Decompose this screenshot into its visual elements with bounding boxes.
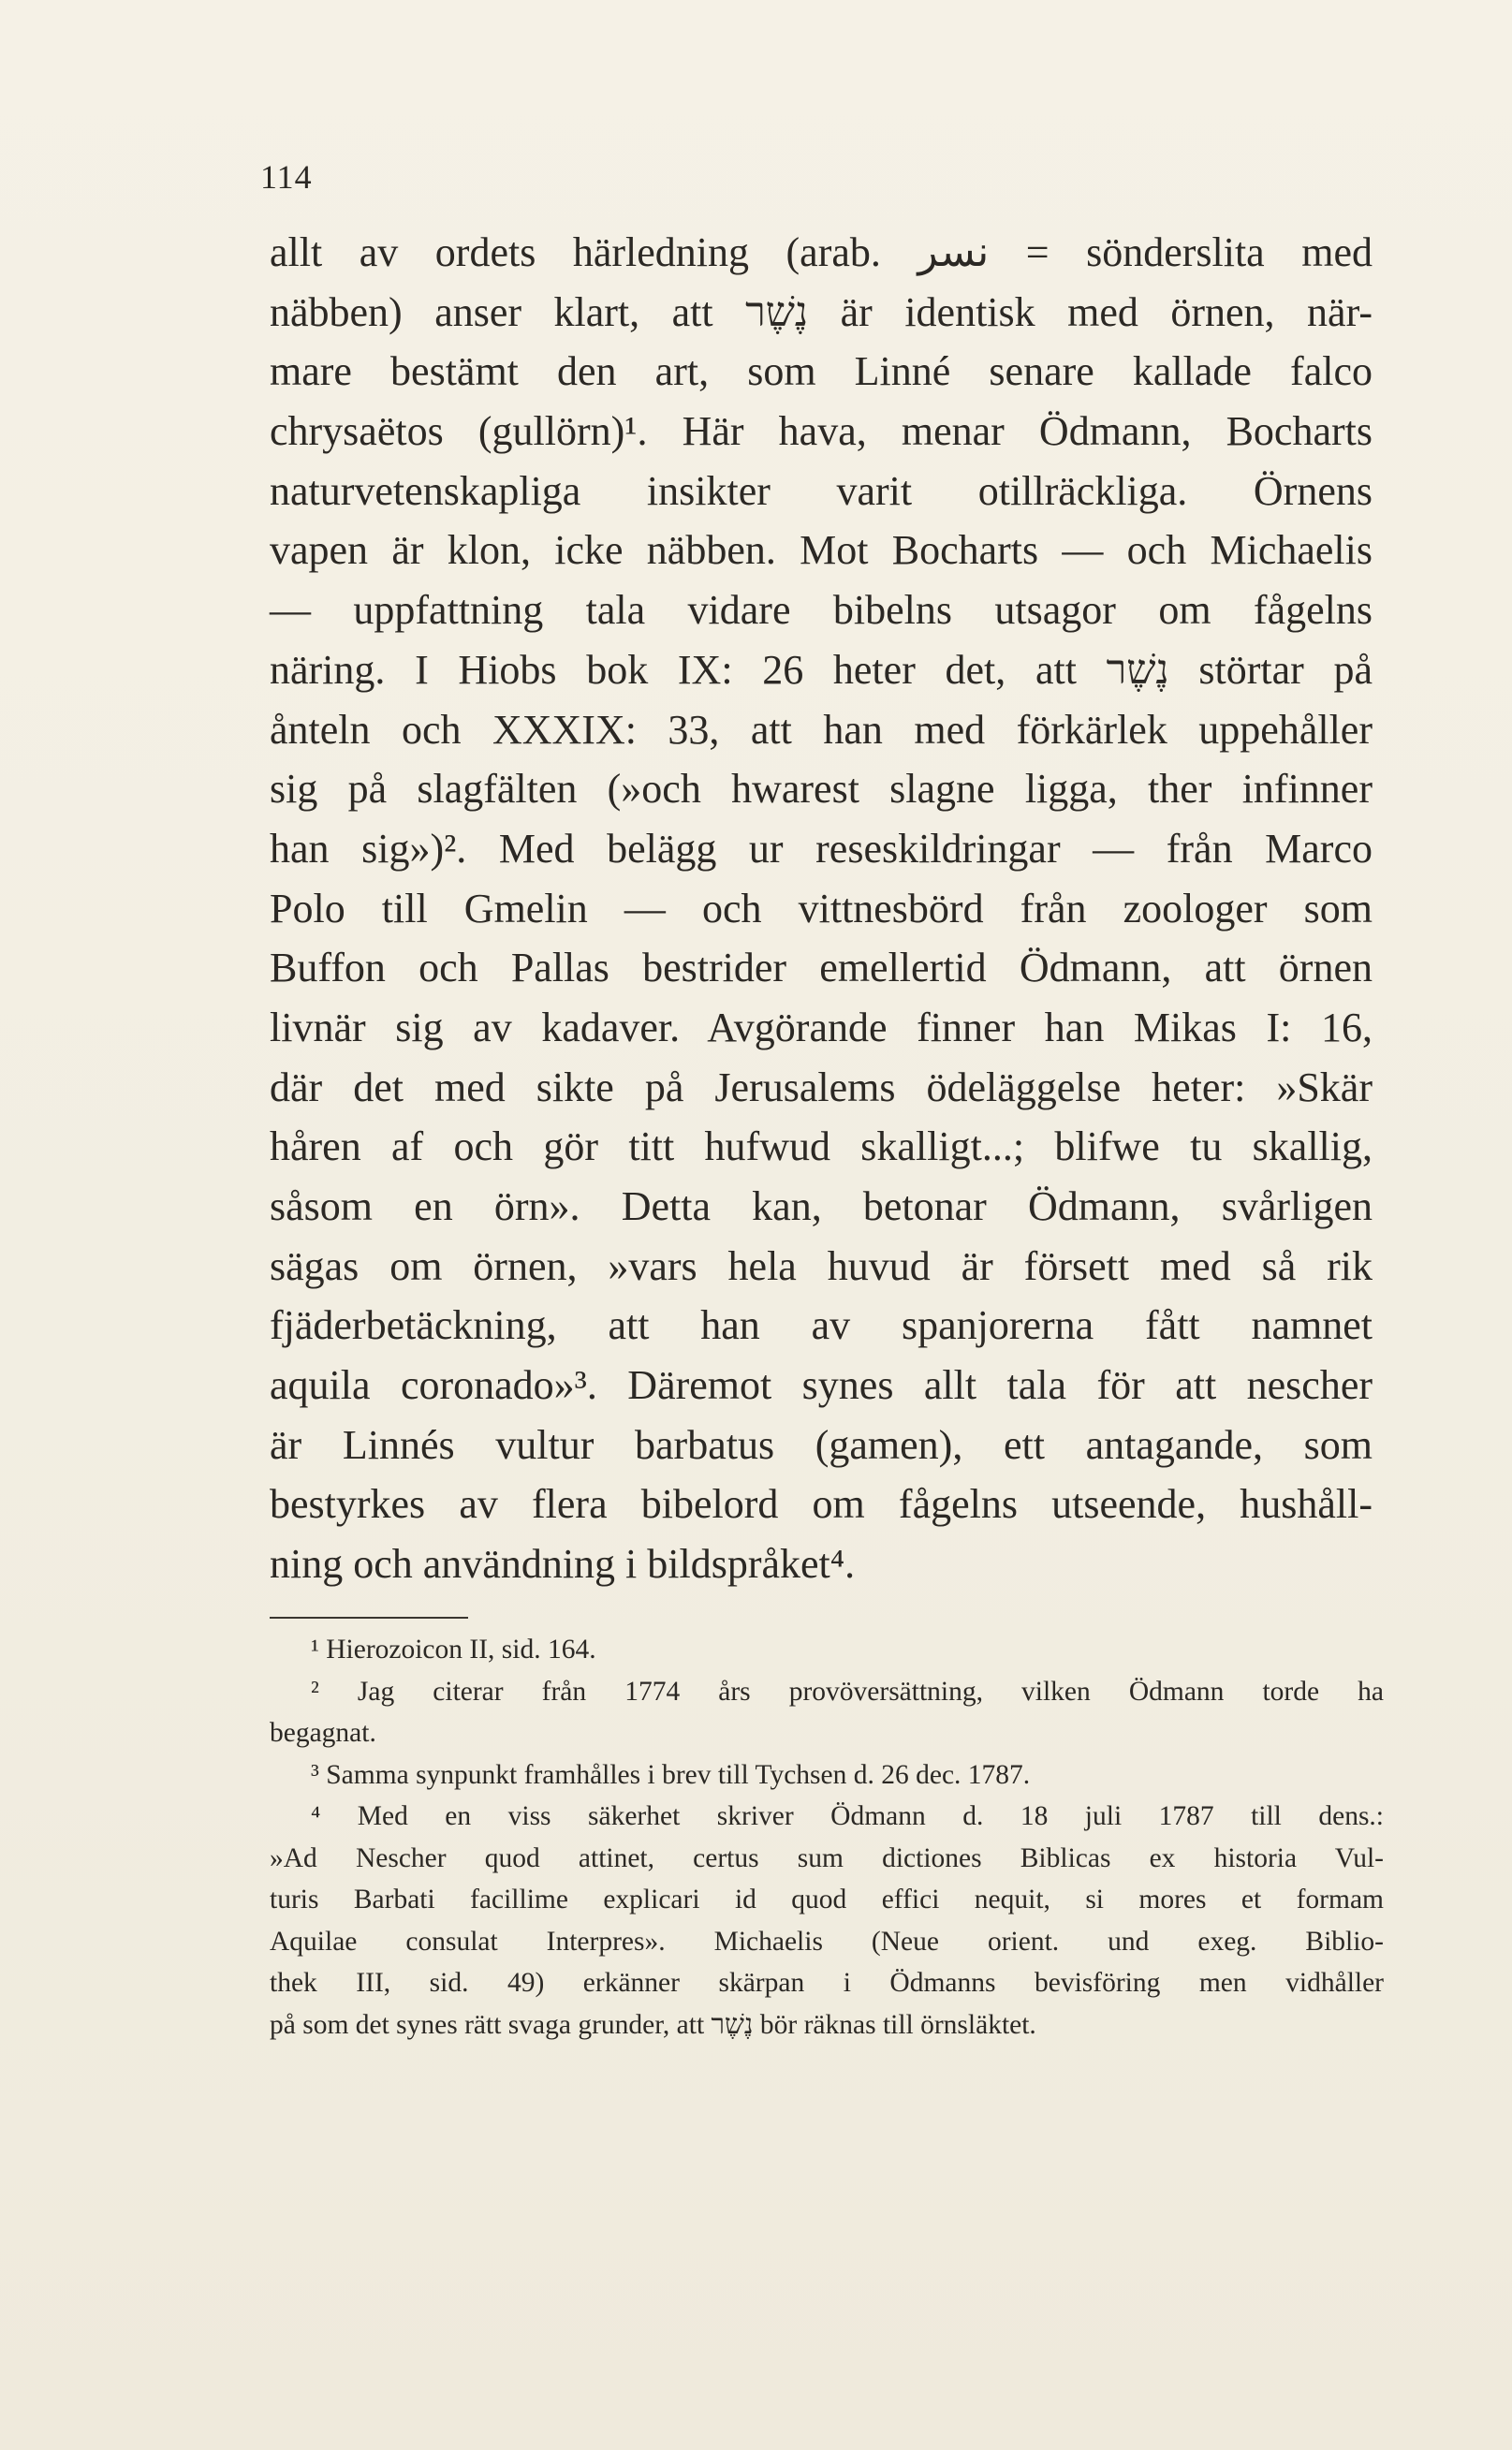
text-line: Polo till Gmelin — och vittnesbörd från zoologer som xyxy=(270,885,1373,932)
text-line: vapen är klon, icke näbben. Mot Bocharts — och Michaelis xyxy=(270,527,1373,574)
footnote-line: begagnat. xyxy=(270,1718,376,1748)
text-line: där det med sikte på Jerusalems ödeläggelse heter: »Skär xyxy=(270,1064,1373,1110)
footnote-line: ² Jag citerar från 1774 års provöversättning, vilken Ödmann torde ha xyxy=(311,1676,1384,1707)
page-number: 114 xyxy=(260,158,313,196)
text-line: ning och användning i bildspråket⁴. xyxy=(270,1541,856,1588)
footnote-line: Aquilae consulat Interpres». Michaelis (Neue orient. und exeg. Biblio- xyxy=(270,1926,1384,1957)
text-line: näring. I Hiobs bok IX: 26 heter det, att נֶשֶׁר störtar på xyxy=(270,646,1373,693)
text-line: fjäderbetäckning, att han av spanjorerna fått namnet xyxy=(270,1302,1373,1349)
footnotes xyxy=(270,1629,1384,2046)
footnote-line: turis Barbati facillime explicari id quod effici nequit, si mores et formam xyxy=(270,1885,1384,1915)
text-line: mare bestämt den art, som Linné senare kallade falco xyxy=(270,348,1373,395)
text-line: ånteln och XXXIX: 33, att han med förkärlek uppehåller xyxy=(270,706,1373,753)
text-line: håren af och gör titt hufwud skalligt...; blifwe tu skallig, xyxy=(270,1123,1373,1170)
text-line: näbben) anser klart, att נֶשֶׁר är identisk med örnen, när- xyxy=(270,288,1373,335)
text-line: är Linnés vultur barbatus (gamen), ett antagande, som xyxy=(270,1421,1373,1468)
footnote-line: ⁴ Med en viss säkerhet skriver Ödmann d. 18 juli 1787 till dens.: xyxy=(311,1801,1384,1831)
text-line: bestyrkes av flera bibelord om fågelns utseende, hushåll- xyxy=(270,1481,1373,1528)
body-text xyxy=(270,223,1373,1594)
text-line: naturvetenskapliga insikter varit otillräckliga. Örnens xyxy=(270,467,1373,514)
text-line: aquila coronado»³. Däremot synes allt tala för att nescher xyxy=(270,1362,1373,1409)
footnote-line: ¹ Hierozoicon II, sid. 164. xyxy=(311,1635,596,1665)
text-line: såsom en örn». Detta kan, betonar Ödmann, svårligen xyxy=(270,1183,1373,1229)
text-line: sägas om örnen, »vars hela huvud är försett med så rik xyxy=(270,1242,1373,1289)
footnote-line: ³ Samma synpunkt framhålles i brev till Tychsen d. 26 dec. 1787. xyxy=(311,1759,1031,1790)
text-line: han sig»)². Med belägg ur reseskildringar — från Marco xyxy=(270,825,1373,872)
footnote-line: på som det synes rätt svaga grunder, att נֶשֶׁר bör räknas till örnsläktet. xyxy=(270,2009,1036,2040)
footnote-line: thek III, sid. 49) erkänner skärpan i Ödmanns bevisföring men vidhåller xyxy=(270,1968,1384,1998)
text-line: allt av ordets härledning (arab. نسر = sönderslita med xyxy=(270,229,1373,275)
text-line: — uppfattning tala vidare bibelns utsagor om fågelns xyxy=(270,587,1373,634)
text-line: livnär sig av kadaver. Avgörande finner han Mikas I: 16, xyxy=(270,1004,1373,1050)
footnote-line: »Ad Nescher quod attinet, certus sum dictiones Biblicas ex historia Vul- xyxy=(270,1842,1384,1873)
text-line: Buffon och Pallas bestrider emellertid Ödmann, att örnen xyxy=(270,945,1373,991)
text-line: sig på slagfälten (»och hwarest slagne ligga, ther infinner xyxy=(270,766,1373,813)
text-line: chrysaëtos (gullörn)¹. Här hava, menar Ödmann, Bocharts xyxy=(270,408,1373,455)
footnote-divider xyxy=(270,1617,468,1619)
